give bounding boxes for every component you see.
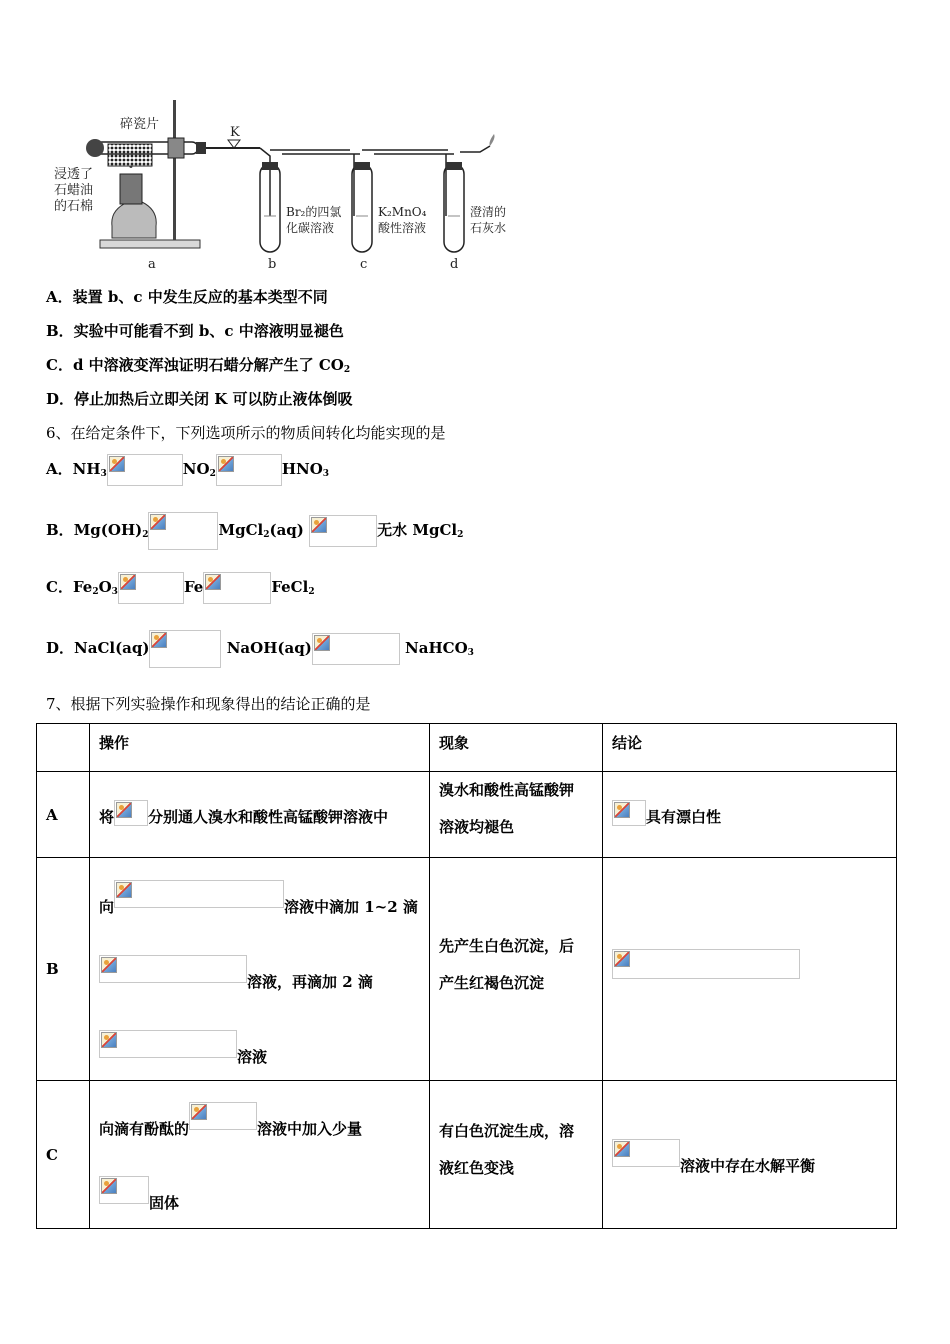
table-row <box>37 858 897 1081</box>
conclusion-cell <box>603 858 897 1081</box>
header-conclusion: 结论 <box>603 724 897 772</box>
image-placeholder-icon <box>99 1176 149 1204</box>
stand-rod <box>173 100 176 240</box>
label-wool-2: 石蜡油 <box>54 183 94 198</box>
header-phenomenon: 现象 <box>430 724 603 772</box>
stand-base <box>100 240 200 248</box>
outlet-flame <box>490 134 495 146</box>
image-placeholder-icon <box>612 800 646 826</box>
q5-option-c: C．d 中溶液变浑浊证明石蜡分解产生了 $CO_2$ <box>46 356 351 375</box>
test-tube-c <box>352 164 372 252</box>
label-wool-1: 浸透了 <box>54 167 94 182</box>
label-wool-3: 的石棉 <box>54 199 94 214</box>
table-header-row <box>37 724 897 772</box>
q7-table <box>36 723 897 1229</box>
q7-stem: 7、根据下列实验操作和现象得出的结论正确的是 <box>46 695 371 713</box>
q6-option-b: B．$Mg(OH)_2$ MgCl$_2$(aq) 无水 MgCl$_2$ <box>46 512 463 550</box>
test-tube-d <box>444 164 464 252</box>
image-placeholder-icon <box>99 1030 237 1058</box>
q5-option-b: B．实验中可能看不到 b、c 中溶液明显褪色 <box>46 322 344 340</box>
valve-K <box>228 140 240 148</box>
operation-cell: 向 溶液中滴加 1~2 滴 溶液，再滴加 2 滴 溶液 <box>90 858 430 1081</box>
phenomenon-cell: 先产生白色沉淀，后 产生红褐色沉淀 <box>430 858 603 1081</box>
operation-cell: 将 分别通人溴水和酸性高锰酸钾溶液中 <box>90 772 430 858</box>
label-b: b <box>268 257 277 272</box>
image-placeholder-icon <box>612 949 800 979</box>
q6-option-d: D．NaCl(aq) NaOH(aq) NaHCO$_3$ <box>46 630 474 668</box>
operation-cell: 向滴有酚酞的 溶液中加入少量 固体 <box>90 1081 430 1229</box>
image-placeholder-icon <box>149 630 221 668</box>
image-placeholder-icon <box>189 1102 257 1130</box>
conclusion-cell: 溶液中存在水解平衡 <box>603 1081 897 1229</box>
label-c-2: 酸性溶液 <box>378 221 427 235</box>
label-d: d <box>450 257 459 272</box>
q6-option-c: C．$Fe_2O_3$ Fe FeCl$_2$ <box>46 572 315 604</box>
phenomenon-cell: 溴水和酸性高锰酸钾 溶液均褪色 <box>430 772 603 858</box>
label-fragment: 碎瓷片 <box>120 117 160 132</box>
apparatus-figure <box>50 98 520 273</box>
label-c: c <box>360 257 368 272</box>
image-placeholder-icon <box>203 572 271 604</box>
header-empty <box>37 724 90 772</box>
label-d-1: 澄清的 <box>470 205 507 219</box>
label-c-1: K₂MnO₄ <box>378 205 427 219</box>
q6-stem: 6、在给定条件下，下列选项所示的物质间转化均能实现的是 <box>46 424 446 442</box>
row-key: A <box>37 772 90 858</box>
image-placeholder-icon <box>114 880 284 908</box>
q5-option-a: A．装置 b、c 中发生反应的基本类型不同 <box>46 288 328 306</box>
image-placeholder-icon <box>114 800 148 826</box>
image-placeholder-icon <box>99 955 247 983</box>
row-key: B <box>37 858 90 1081</box>
conclusion-cell: 具有漂白性 <box>603 772 897 858</box>
label-b-2: 化碳溶液 <box>286 221 335 235</box>
burner <box>112 202 156 238</box>
phenomenon-cell: 有白色沉淀生成，溶 液红色变浅 <box>430 1081 603 1229</box>
row-key: C <box>37 1081 90 1229</box>
image-placeholder-icon <box>118 572 184 604</box>
label-valve: K <box>230 125 240 140</box>
image-placeholder-icon <box>612 1139 680 1167</box>
image-placeholder-icon <box>312 633 400 665</box>
image-placeholder-icon <box>107 454 183 486</box>
q5-option-d: D．停止加热后立即关闭 K 可以防止液体倒吸 <box>46 390 353 408</box>
label-d-2: 石灰水 <box>470 221 507 235</box>
label-a: a <box>148 257 156 272</box>
q6-option-a: A．$NH_3$ $NO_2$ $HNO_3$ <box>46 454 329 486</box>
table-row <box>37 772 897 858</box>
mesh <box>108 144 152 166</box>
header-operation: 操作 <box>90 724 430 772</box>
image-placeholder-icon <box>148 512 218 550</box>
label-b-1: Br₂的四氯 <box>286 205 342 219</box>
image-placeholder-icon <box>216 454 282 486</box>
image-placeholder-icon <box>309 515 377 547</box>
table-row <box>37 1081 897 1229</box>
